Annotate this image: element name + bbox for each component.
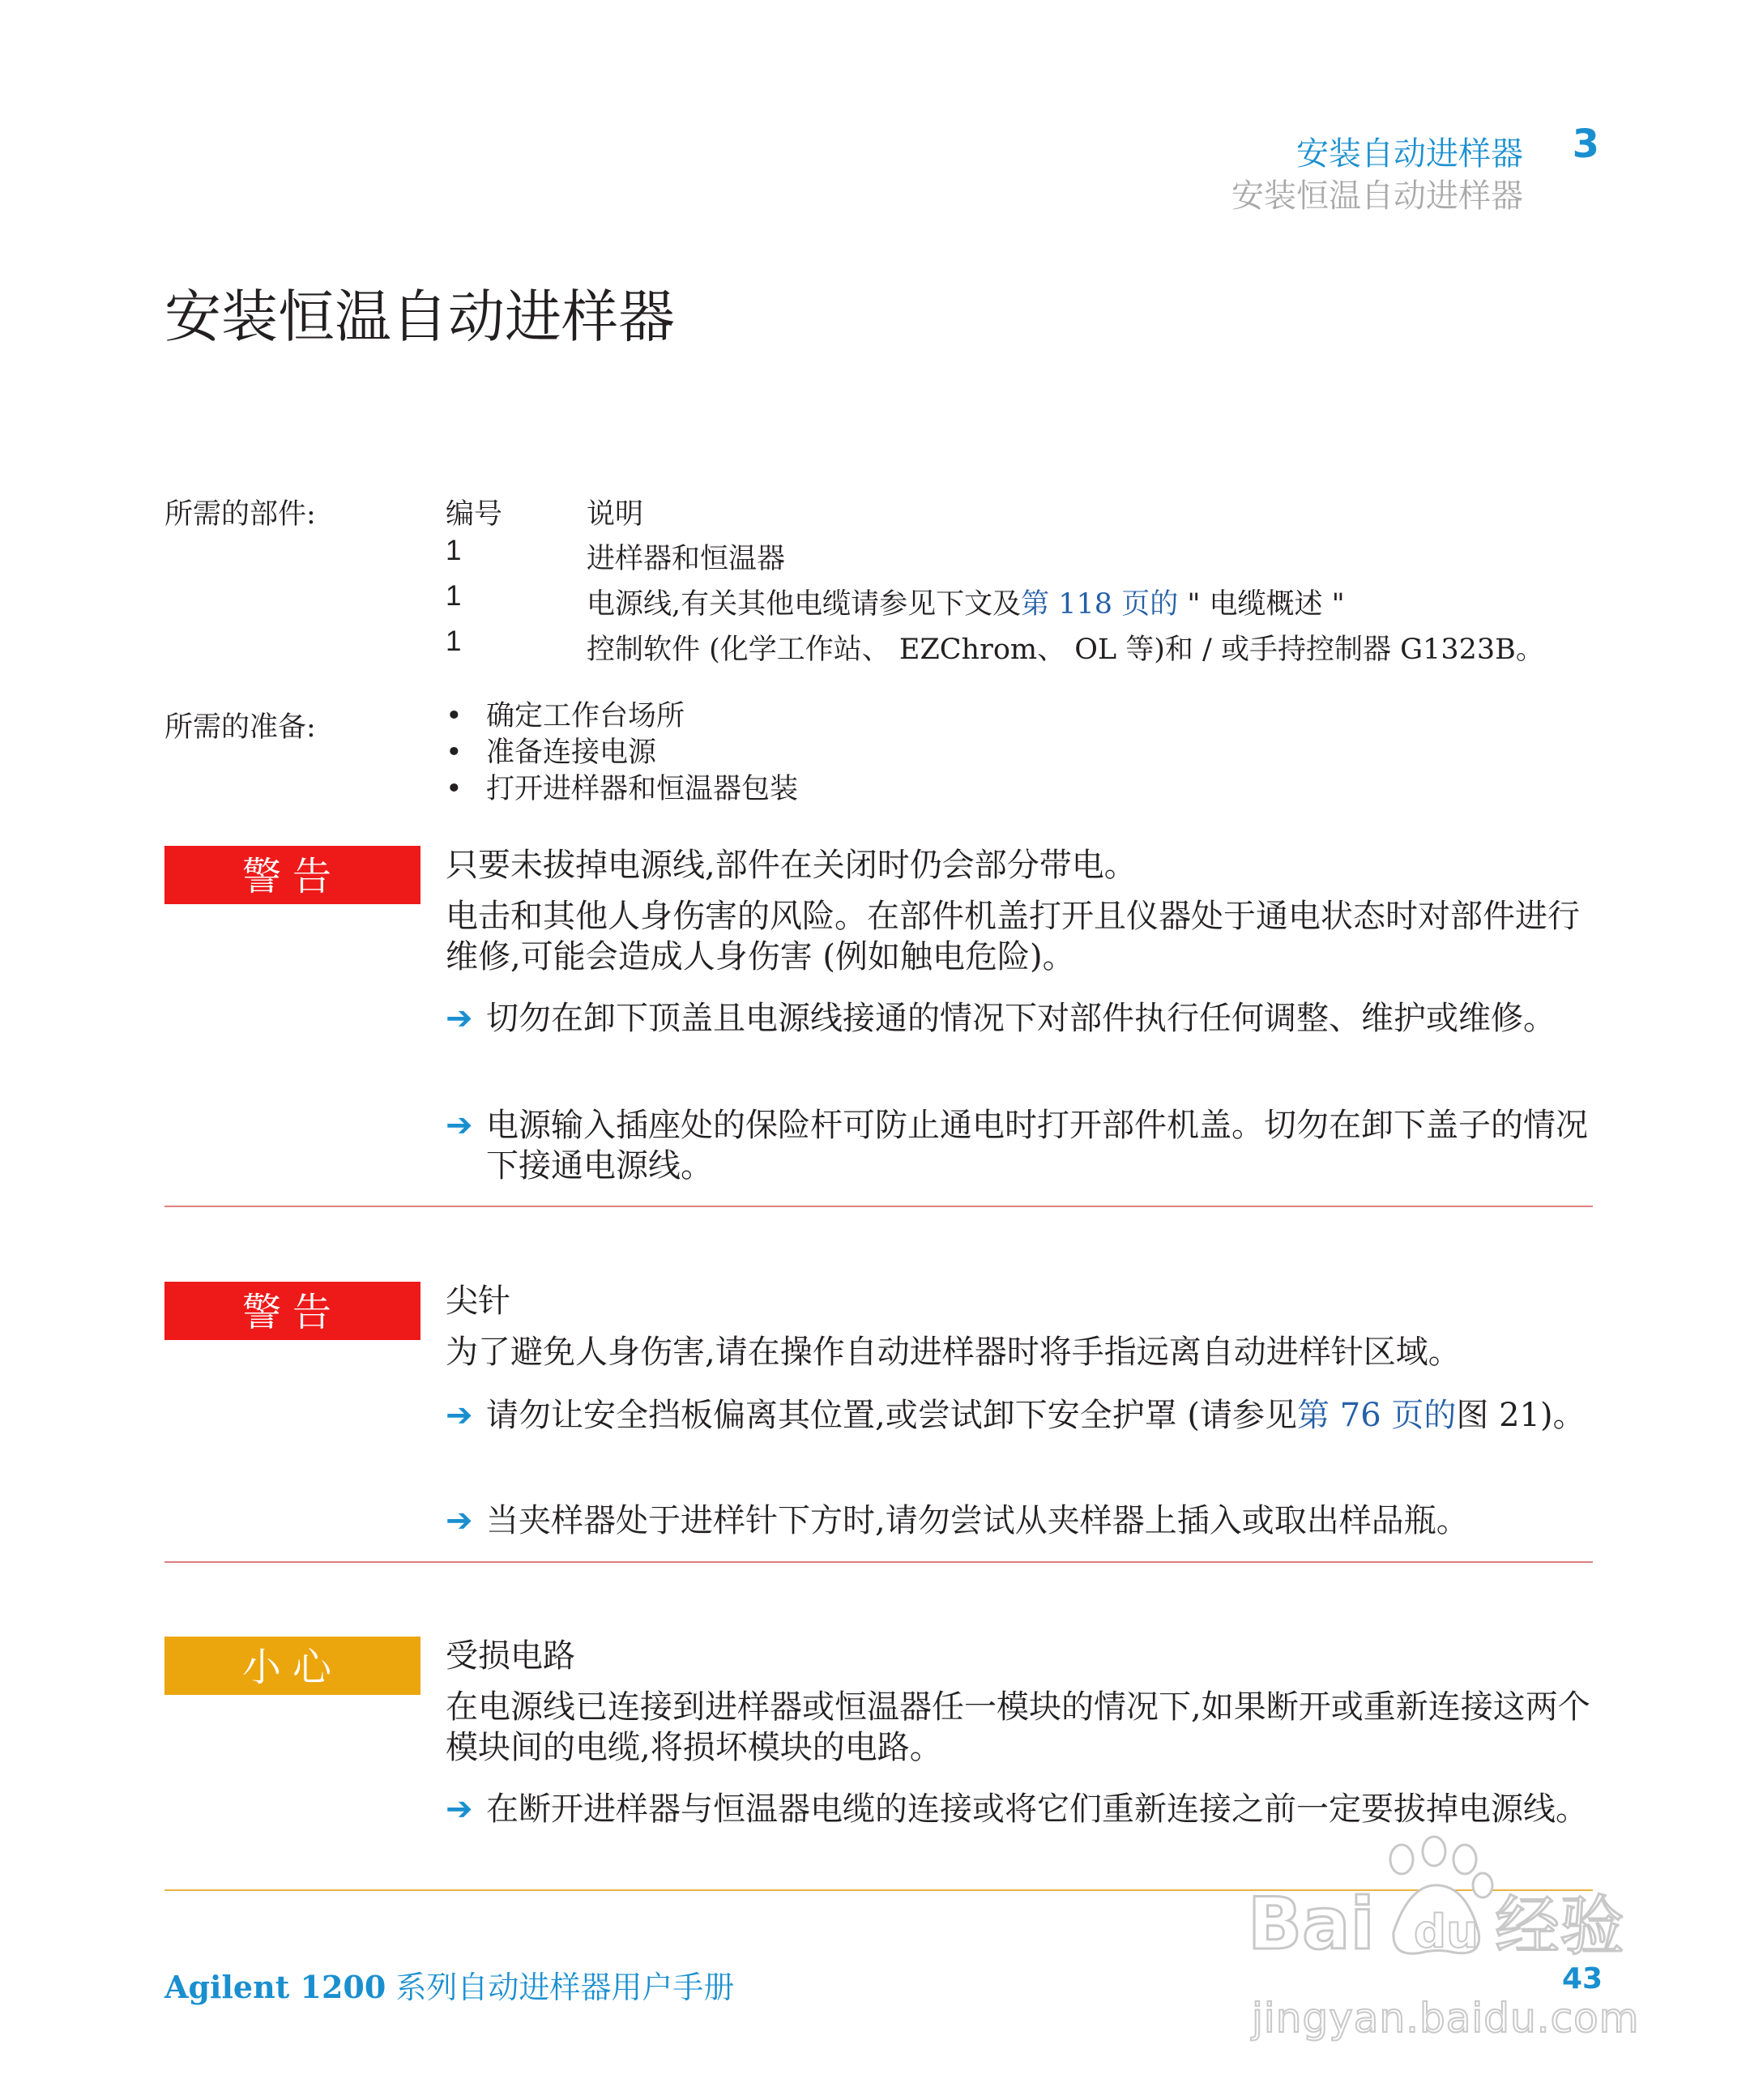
arrow-right-icon: ➔ (446, 1000, 473, 1037)
warning-badge: 警告 (164, 1282, 420, 1340)
paw-toe-icon (1473, 1873, 1492, 1897)
alert-bullet (446, 1105, 1604, 1186)
bullet-dot: • (446, 736, 463, 769)
footer-manual-title (164, 1962, 734, 2007)
alert-divider (164, 1206, 1593, 1207)
list-item (446, 771, 798, 808)
arrow-right-icon: ➔ (446, 1791, 473, 1828)
alert-title: 只要未拔掉电源线,部件在关闭时仍会部分带电。 (446, 847, 1137, 884)
alert-body: 为了避免人身伤害,请在操作自动进样器时将手指远离自动进样针区域。 (446, 1334, 1461, 1371)
parts-row-qty: 1 (446, 625, 462, 657)
alert-title: 受损电路 (446, 1637, 575, 1675)
alert-divider (164, 1561, 1593, 1563)
bullet-dot: • (446, 700, 463, 732)
preparations-label: 所需的准备: (164, 711, 316, 744)
alert-body: 在电源线已连接到进样器或恒温器任一模块的情况下,如果断开或重新连接这两个模块间的电缆,将损坏模块的电路。 (446, 1688, 1590, 1766)
page-number: 43 (1562, 1962, 1603, 1995)
arrow-right-icon: ➔ (446, 1502, 473, 1539)
alert-body: 电击和其他人身伤害的风险。在部件机盖打开且仪器处于通电状态时对部件进行维修,可能会造成人身伤害 (例如触电危险)。 (446, 898, 1580, 975)
arrow-right-icon: ➔ (446, 1397, 473, 1434)
watermark-logo-text-du: du (1414, 1906, 1479, 1958)
watermark-logo-cn: 经验 (1495, 1889, 1624, 1964)
cable-overview-link[interactable]: 第 118 页的 (1021, 588, 1179, 621)
page-title: 安装恒温自动进样器 (164, 284, 675, 350)
alert-title: 尖针 (446, 1283, 510, 1320)
paw-toe-icon (1453, 1845, 1476, 1874)
warning-badge: 警告 (164, 846, 420, 904)
parts-label: 所需的部件: (164, 498, 316, 531)
alert-bullet (446, 1500, 1604, 1541)
parts-row-desc (587, 582, 1345, 622)
figure-page-link[interactable]: 第 76 页的 (1297, 1397, 1457, 1434)
parts-row-desc-suffix: " 电缆概述 " (1178, 588, 1345, 621)
watermark-logo-text: Bai (1248, 1882, 1375, 1966)
paw-toe-icon (1423, 1837, 1445, 1866)
watermark-url: jingyan.baidu.com (1252, 1995, 1640, 2042)
header-chapter-title: 安装自动进样器 (1296, 135, 1523, 173)
alert-bullet (446, 1395, 1604, 1436)
footer-brand: Agilent 1200 (164, 1969, 386, 2005)
arrow-right-icon: ➔ (446, 1107, 473, 1144)
parts-row-desc-text: 电源线,有关其他电缆请参见下文及 (587, 588, 1022, 621)
list-item (446, 698, 798, 735)
preparations-list (446, 698, 798, 808)
list-item-text: 准备连接电源 (486, 736, 657, 769)
caution-badge: 小心 (164, 1637, 420, 1695)
footer-title-cn: 系列自动进样器用户手册 (386, 1970, 735, 2005)
paw-toe-icon (1390, 1845, 1413, 1874)
alert-bullet-suffix: 图 21)。 (1456, 1397, 1586, 1434)
list-item (446, 735, 798, 771)
alert-bullet-text: 切勿在卸下顶盖且电源线接通的情况下对部件执行任何调整、维护或维修。 (486, 1000, 1556, 1037)
alert-bullet-text: 电源输入插座处的保险杆可防止通电时打开部件机盖。切勿在卸下盖子的情况下接通电源线。 (486, 1107, 1588, 1184)
header-chapter-number: 3 (1572, 122, 1599, 167)
parts-col-desc: 说明 (587, 498, 644, 531)
bullet-dot: • (446, 773, 463, 805)
parts-row-qty: 1 (446, 580, 462, 612)
parts-col-qty: 编号 (446, 498, 503, 531)
parts-row-desc: 控制软件 (化学工作站、 EZChrom、 OL 等)和 / 或手持控制器 G1323B。 (587, 634, 1544, 666)
alert-bullet-text: 在断开进样器与恒温器电缆的连接或将它们重新连接之前一定要拔掉电源线。 (486, 1791, 1588, 1828)
baidu-watermark-logo (1248, 1835, 1653, 1997)
list-item-text: 确定工作台场所 (486, 700, 685, 732)
alert-bullet-text: 当夹样器处于进样针下方时,请勿尝试从夹样器上插入或取出样品瓶。 (486, 1502, 1469, 1539)
parts-row-desc: 进样器和恒温器 (587, 543, 786, 575)
parts-row-qty: 1 (446, 535, 462, 566)
list-item-text: 打开进样器和恒温器包装 (486, 773, 799, 805)
alert-bullet (446, 998, 1604, 1039)
alert-bullet (446, 1789, 1604, 1829)
alert-bullet-text: 请勿让安全挡板偏离其位置,或尝试卸下安全护罩 (请参见 (486, 1397, 1298, 1434)
header-section-title: 安装恒温自动进样器 (1231, 177, 1523, 215)
